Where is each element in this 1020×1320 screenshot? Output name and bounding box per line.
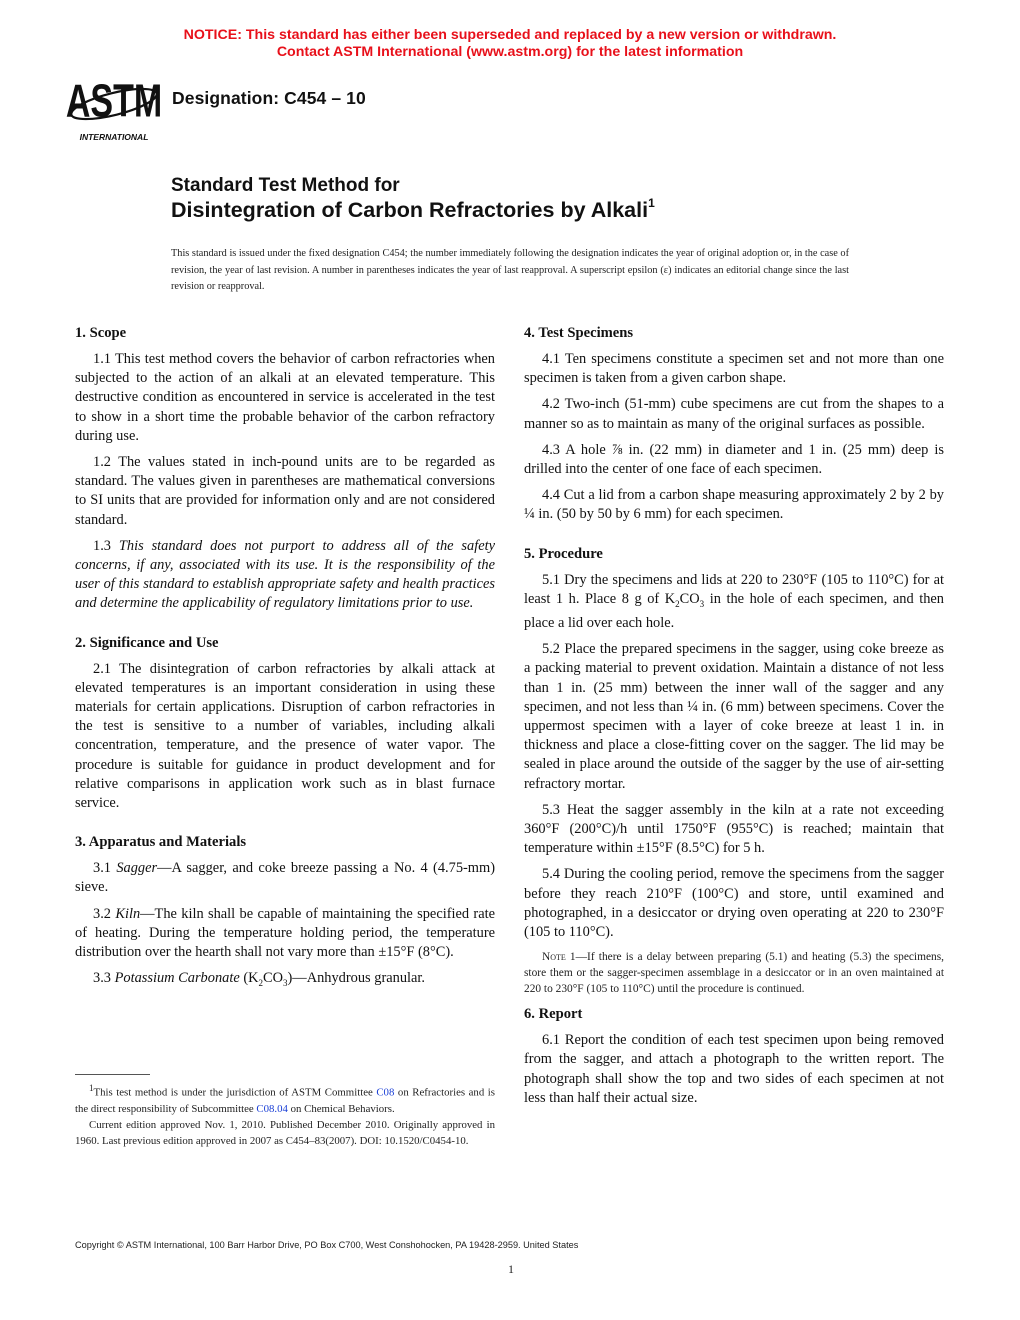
committee-c08-link[interactable]: C08 <box>376 1086 395 1099</box>
note-1 <box>524 949 944 997</box>
withdrawn-notice <box>0 27 1020 61</box>
footnote-mark: 1 <box>89 1083 94 1093</box>
title-line-1: Standard Test Method for <box>171 175 400 196</box>
section-heading-apparatus: 3. Apparatus and Materials <box>75 834 247 851</box>
paragraph-5-4: 5.4 During the cooling period, remove the specimens from the sagger before they reach 210°F (100°C) and store, until examined and photographed, in a desiccator or drying oven operating at 220 to 230°F (105 to 110°C). <box>524 866 944 940</box>
section-heading-scope: 1. Scope <box>75 325 127 341</box>
paragraph-3-1 <box>75 859 495 897</box>
footnote-divider <box>75 1074 150 1075</box>
footnote-text: This test method is under the jurisdiction of ASTM Committee <box>93 1086 377 1099</box>
left-column <box>75 323 495 1000</box>
subcommittee-c08-04-link[interactable]: C08.04 <box>256 1102 288 1115</box>
formula-part: CO <box>679 590 700 607</box>
formula-subscript: 3 <box>699 598 705 609</box>
paragraph-4-4: 4.4 Cut a lid from a carbon shape measuring approximately 2 by 2 by ¼ in. (50 by 50 by 6 mm) for each specimen. <box>524 487 944 523</box>
page-number: 1 <box>508 1262 514 1276</box>
title-text: Disintegration of Carbon Refractories by Alkali <box>171 198 649 223</box>
paragraph-2-1: 2.1 The disintegration of carbon refractories by alkali attack at elevated temperatures is an important consideration in using these materials for certain applications. Disruption of carbon refractories in the test is sensitive to a number of variables, including alkali concentration, temperature, and the presence of water vapor. The procedure is suitable for guidance in product development and for relative comparisons in application work such as in blast furnace service. <box>75 660 495 812</box>
paragraph-1-2: 1.2 The values stated in inch-pound units are to be regarded as standard. The values given in parentheses are mathematical conversions to SI units that are provided for information only and are not considered standard. <box>75 454 495 528</box>
footnote-text: on Chemical Behaviors. <box>287 1102 395 1115</box>
note-label: Note 1 <box>542 951 576 964</box>
paragraph-5-2: 5.2 Place the prepared specimens in the sagger, using coke breeze as a packing material to prevent oxidation. Maintain a distance of not less than 1 in. (25 mm) between the inner wall of the sagger and any specimen, and not less than ¼ in. (6 mm) between specimens. Cover the uppermost specimen with a layer of coke breeze at least 1 in. in thickness and place a close-fitting cover on the sagger. The lid may be sealed in place around the outside of the sagger by the use of air-setting refractory mortar. <box>524 641 944 792</box>
paragraph-number: 1.3 <box>93 537 119 554</box>
term-sagger: Sagger <box>116 860 158 877</box>
right-column <box>524 323 944 1115</box>
designation: Designation: C454 – 10 <box>172 88 366 108</box>
footnotes <box>75 1080 495 1149</box>
paragraph-text: —A sagger, and coke breeze passing a No. 4 (4.75-mm) sieve. <box>75 860 495 896</box>
title-footnote-mark[interactable]: 1 <box>648 196 655 210</box>
preamble: This standard is issued under the fixed designation C454; the number immediately following the designation indicates the year of original adoption or, in the case of revision, the year of last revision. A number in parentheses indicates the year of last reapproval. A superscript epsilon (ε) indicates an editorial change since the last revision or reapproval. <box>171 248 849 292</box>
paragraph-4-1: 4.1 Ten specimens constitute a specimen set and not more than one specimen is taken from a given carbon shape. <box>524 351 944 387</box>
paragraph-1-3 <box>75 537 495 614</box>
paragraph-3-2 <box>75 905 495 963</box>
formula-subscript: 2 <box>675 598 680 609</box>
footnote-edition: Current edition approved Nov. 1, 2010. Published December 2010. Originally approved in 1960. Last previous edition approved in 2007 as C454–83(2007). DOI: 10.1520/C0454-10. <box>75 1118 495 1147</box>
formula-part: (K <box>239 970 259 987</box>
paragraph-text: in the hole of each specimen, and then place a lid over each hole. <box>524 590 944 631</box>
paragraph-1-1: 1.1 This test method covers the behavior of carbon refractories when subjected to the action of an alkali at an elevated temperature. This destructive condition as encountered in service is accelerated in the test to show in a short time the probable behavior of the carbon refractory during use. <box>75 351 495 444</box>
footnote-1 <box>75 1080 495 1117</box>
title-line-2 <box>171 198 655 223</box>
paragraph-5-1 <box>524 571 944 633</box>
logo-subtext: INTERNATIONAL <box>79 132 149 142</box>
formula-subscript: 3 <box>283 978 288 989</box>
formula-subscript: 2 <box>258 978 264 989</box>
term-kiln: Kiln <box>115 905 141 922</box>
paragraph-4-2: 4.2 Two-inch (51-mm) cube specimens are cut from the shapes to a manner so as to maintain as many of the original surfaces as possible. <box>524 396 944 432</box>
paragraph-3-3 <box>75 969 495 993</box>
paragraph-4-3: 4.3 A hole ⅞ in. (22 mm) in diameter and 1 in. (25 mm) deep is drilled into the center of one face of each specimen. <box>524 441 944 478</box>
astm-logo <box>66 76 162 144</box>
paragraph-text: —The kiln shall be capable of maintaining the specified rate of heating. During the temperature holding period, the temperature distribution over the hearth shall not vary more than ±15°F (8°C). <box>75 905 495 961</box>
section-heading-test-specimens: 4. Test Specimens <box>524 325 634 341</box>
section-heading-significance: 2. Significance and Use <box>75 634 219 651</box>
footnote-text: on Refractories and is the direct responsibility of Subcommittee <box>75 1086 495 1115</box>
notice-line-2: Contact ASTM International (www.astm.org) for the latest information <box>276 44 744 60</box>
section-heading-report: 6. Report <box>524 1006 583 1023</box>
term-potassium-carbonate: Potassium Carbonate <box>114 970 240 987</box>
note-text: —If there is a delay between preparing (5.1) and heating (5.3) the specimens, store them or the sagger-specimen assemblage in a desiccator or in an oven maintained at 220 to 230°F (105 to 110°C) until the procedure is continued. <box>524 951 944 996</box>
paragraph-number: 3.1 <box>93 860 117 877</box>
paragraph-5-3: 5.3 Heat the sagger assembly in the kiln at a rate not exceeding 360°F (200°C)/h until 1750°F (955°C) is reached; maintain that temperature within ±15°F (8.5°C) for 5 h. <box>524 801 944 857</box>
formula-part: CO <box>263 970 284 987</box>
paragraph-number: 3.3 <box>93 970 115 987</box>
safety-statement: This standard does not purport to address all of the safety concerns, if any, associated with its use. It is the responsibility of the user of this standard to establish appropriate safety and health practices and determine the applicability of regulatory limitations prior to use. <box>75 537 495 612</box>
paragraph-text: 5.1 Dry the specimens and lids at 220 to 230°F (105 to 110°C) for at least 1 h. Place 8 g of K <box>524 571 944 607</box>
copyright-notice: Copyright © ASTM International, 100 Barr Harbor Drive, PO Box C700, West Conshohocken, PA 19428-2959. United States <box>75 1240 579 1250</box>
paragraph-number: 3.2 <box>93 905 116 922</box>
paragraph-text: )—Anhydrous granular. <box>287 970 425 987</box>
notice-line-1: NOTICE: This standard has either been superseded and replaced by a new version or withdrawn. <box>183 27 837 43</box>
astm-logo-icon <box>66 76 162 144</box>
logo-letters: ASTM <box>66 76 162 127</box>
section-heading-procedure: 5. Procedure <box>524 545 603 562</box>
paragraph-6-1: 6.1 Report the condition of each test specimen upon being removed from the sagger, and attach a photograph to the written report. The photograph shall show the top and two sides of each specimen at not less than half their actual size. <box>524 1032 944 1106</box>
